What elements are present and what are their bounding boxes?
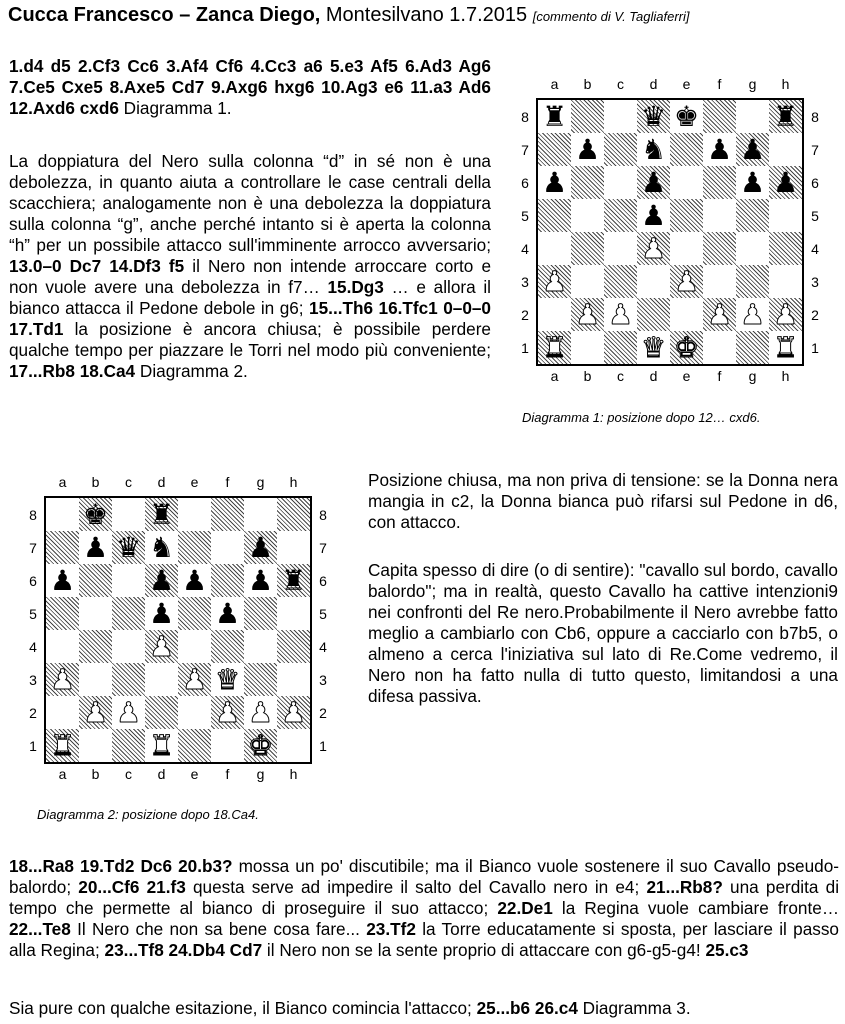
square-f3 [703,265,736,298]
square-h2 [277,696,310,729]
square-g4 [244,630,277,663]
move-22-black: 22...Te8 [9,919,71,939]
square-h5 [277,597,310,630]
black-pawn-icon: ♟ [640,199,667,232]
rank-label: 4 [29,638,37,655]
rank-label: 3 [811,273,819,290]
rank-labels-right [312,498,334,762]
square-b6 [79,564,112,597]
square-a1 [46,729,79,762]
rank-labels-left [514,100,536,364]
square-c3 [604,265,637,298]
file-label: f [717,368,722,384]
diagram2-ref: Diagramma 2. [135,361,248,381]
square-f4 [211,630,244,663]
rank-label: 5 [811,207,819,224]
white-pawn-icon: ♟ [115,696,142,729]
black-pawn-icon: ♟ [772,166,799,199]
square-f3 [211,663,244,696]
square-e3 [670,265,703,298]
black-rook-icon: ♜ [541,100,568,133]
file-label: f [225,766,230,782]
square-h3 [277,663,310,696]
square-d8 [637,100,670,133]
black-pawn-icon: ♟ [739,166,766,199]
square-a7 [538,133,571,166]
square-d2 [145,696,178,729]
file-labels-top [538,76,802,92]
square-g7 [244,531,277,564]
file-label: h [289,766,298,782]
square-c6 [604,166,637,199]
rank-label: 4 [521,240,529,257]
square-h8 [769,100,802,133]
white-pawn-icon: ♟ [640,232,667,265]
square-e2 [670,298,703,331]
comment-text: il Nero non intende arroccare corto e non vuole avere una debolezza in f7… [9,256,491,297]
square-g3 [244,663,277,696]
square-g3 [736,265,769,298]
black-king-icon: ♚ [673,100,700,133]
square-f8 [703,100,736,133]
square-h8 [277,498,310,531]
file-label: e [190,474,199,490]
comment-text: … e allora il bianco attacca il Pedone debole in g6; [9,277,491,318]
move-15: 15.Dg3 [327,277,384,297]
move-22: 22.De1 [497,898,553,918]
square-g4 [736,232,769,265]
black-pawn-icon: ♟ [82,531,109,564]
moves-23-24: 23...Tf8 24.Db4 Cd7 [104,940,263,960]
square-g8 [736,100,769,133]
square-e3 [178,663,211,696]
square-c5 [604,199,637,232]
square-e8 [670,100,703,133]
square-h6 [769,166,802,199]
white-pawn-icon: ♟ [280,696,307,729]
square-f5 [211,597,244,630]
square-c5 [112,597,145,630]
square-h7 [277,531,310,564]
white-pawn-icon: ♟ [574,298,601,331]
file-labels-bottom [538,368,802,384]
white-pawn-icon: ♟ [541,265,568,298]
commentary-paragraph-1 [9,151,491,382]
file-label: f [717,76,722,92]
square-h1 [277,729,310,762]
square-a3 [538,265,571,298]
square-d2 [637,298,670,331]
square-a6 [46,564,79,597]
white-king-icon: ♚ [247,729,274,762]
black-pawn-icon: ♟ [148,597,175,630]
black-pawn-icon: ♟ [247,564,274,597]
file-label: d [649,368,658,384]
square-c2 [604,298,637,331]
file-label: g [748,76,757,92]
black-pawn-icon: ♟ [706,133,733,166]
square-a8 [538,100,571,133]
square-f7 [211,531,244,564]
square-f6 [703,166,736,199]
file-label: e [682,368,691,384]
square-c1 [604,331,637,364]
moves-25-26: 25...b6 26.c4 [476,998,578,1018]
black-pawn-icon: ♟ [181,564,208,597]
square-c8 [112,498,145,531]
square-a8 [46,498,79,531]
square-b5 [571,199,604,232]
black-pawn-icon: ♟ [739,133,766,166]
square-d3 [637,265,670,298]
file-label: b [91,474,100,490]
black-pawn-icon: ♟ [49,564,76,597]
square-h5 [769,199,802,232]
move-25: 25.c3 [705,940,749,960]
rank-label: 2 [811,306,819,323]
chessboard [536,98,804,366]
diagram1-caption: Diagramma 1: posizione dopo 12… cxd6. [522,410,761,425]
rank-label: 2 [29,704,37,721]
rank-label: 1 [521,339,529,356]
square-e5 [670,199,703,232]
file-label: b [91,766,100,782]
square-c7 [112,531,145,564]
file-label: d [649,76,658,92]
rank-label: 4 [811,240,819,257]
square-d3 [145,663,178,696]
square-c4 [112,630,145,663]
white-king-icon: ♚ [673,331,700,364]
square-g6 [244,564,277,597]
white-pawn-icon: ♟ [607,298,634,331]
file-label: g [256,474,265,490]
file-label: a [58,474,67,490]
rank-label: 3 [319,671,327,688]
square-e8 [178,498,211,531]
comment-text: La doppiatura del Nero sulla colonna “d” in sé non è una debolezza, in quanto aiuta a controllare le case centrali della scacchiera; analogamente non è una debolezza la doppiatura sulla colonna “g”, anche perché intanto si è aperta la colonna “h” per un possibile attacco sull'imminente arrocco avversario; [9,151,491,255]
square-b8 [79,498,112,531]
rank-label: 3 [521,273,529,290]
square-e4 [178,630,211,663]
square-b7 [79,531,112,564]
move-21: 21...Rb8? [646,877,723,897]
black-queen-icon: ♛ [115,531,142,564]
square-g5 [736,199,769,232]
white-rook-icon: ♜ [541,331,568,364]
square-e6 [178,564,211,597]
comment-text: Il Nero che non sa bene cosa fare... [70,919,367,939]
square-a5 [46,597,79,630]
comment-text: la Regina vuole cambiare fronte… [552,898,840,918]
file-label: e [682,76,691,92]
square-a1 [538,331,571,364]
square-d5 [145,597,178,630]
rank-label: 2 [521,306,529,323]
black-pawn-icon: ♟ [541,166,568,199]
black-pawn-icon: ♟ [640,166,667,199]
commentator: [commento di V. Tagliaferri] [532,9,690,24]
file-label: c [617,76,624,92]
comment-text: il Nero non se la sente proprio di attaccare con g6-g5-g4! [262,940,706,960]
square-c7 [604,133,637,166]
square-e2 [178,696,211,729]
square-b8 [571,100,604,133]
white-queen-icon: ♛ [640,331,667,364]
square-h6 [277,564,310,597]
white-pawn-icon: ♟ [49,663,76,696]
white-pawn-icon: ♟ [673,265,700,298]
square-b5 [79,597,112,630]
place-date: Montesilvano 1.7.2015 [320,4,533,26]
file-label: g [748,368,757,384]
square-f6 [211,564,244,597]
square-b3 [79,663,112,696]
black-knight-icon: ♞ [148,531,175,564]
square-d5 [637,199,670,232]
square-d6 [637,166,670,199]
square-c8 [604,100,637,133]
rank-label: 6 [521,174,529,191]
comment-text: la posizione è ancora chiusa; è possibile perdere qualche tempo per piazzare le Torri nel modo più conveniente; [9,319,491,360]
square-h4 [769,232,802,265]
rank-label: 8 [521,108,529,125]
square-a5 [538,199,571,232]
square-b2 [79,696,112,729]
chessboard [44,496,312,764]
white-pawn-icon: ♟ [739,298,766,331]
white-rook-icon: ♜ [148,729,175,762]
square-d4 [145,630,178,663]
square-b4 [571,232,604,265]
square-g2 [736,298,769,331]
file-label: b [583,76,592,92]
moves-17-18: 17...Rb8 18.Ca4 [9,361,136,381]
white-pawn-icon: ♟ [706,298,733,331]
black-rook-icon: ♜ [772,100,799,133]
square-f1 [703,331,736,364]
rank-label: 5 [521,207,529,224]
square-e6 [670,166,703,199]
black-rook-icon: ♜ [280,564,307,597]
comment-text: la Torre educatamente si sposta, per lasciare il passo alla Regina; [9,919,839,960]
white-queen-icon: ♛ [214,663,241,696]
square-d4 [637,232,670,265]
file-label: h [781,368,790,384]
square-f1 [211,729,244,762]
square-b2 [571,298,604,331]
moves-1-12: 1.d4 d5 2.Cf3 Cc6 3.Af4 Cf6 4.Cc3 a6 5.e3 Af5 6.Ad3 Ag6 7.Ce5 Cxe5 8.Axe5 Cd7 9.Axg6 hxg6 10.Ag3 e6 11.a3 Ad6 12.Axd6 cxd6 [9,56,491,118]
rank-label: 6 [29,572,37,589]
commentary-paragraph-2: Posizione chiusa, ma non priva di tensione: se la Donna nera mangia in c2, la Donna bianca può rifarsi sul Pedone in d6, con attacco. [368,470,838,532]
square-g2 [244,696,277,729]
square-b6 [571,166,604,199]
square-a4 [46,630,79,663]
comment-text: Sia pure con qualche esitazione, il Bianco comincia l'attacco; [9,998,477,1018]
diagram2-caption: Diagramma 2: posizione dopo 18.Ca4. [37,807,259,822]
square-b3 [571,265,604,298]
white-pawn-icon: ♟ [148,630,175,663]
square-b7 [571,133,604,166]
square-d6 [145,564,178,597]
black-pawn-icon: ♟ [214,597,241,630]
rank-label: 6 [319,572,327,589]
black-pawn-icon: ♟ [148,564,175,597]
square-a2 [46,696,79,729]
file-label: b [583,368,592,384]
square-e7 [178,531,211,564]
black-queen-icon: ♛ [640,100,667,133]
black-pawn-icon: ♟ [247,531,274,564]
file-label: e [190,766,199,782]
rank-label: 6 [811,174,819,191]
rank-label: 1 [29,737,37,754]
square-c2 [112,696,145,729]
rank-label: 5 [29,605,37,622]
white-pawn-icon: ♟ [214,696,241,729]
white-pawn-icon: ♟ [772,298,799,331]
square-e1 [670,331,703,364]
diagram1-ref: Diagramma 1. [118,98,232,118]
square-a2 [538,298,571,331]
file-label: h [781,76,790,92]
square-g5 [244,597,277,630]
square-g6 [736,166,769,199]
commentary-paragraph-4 [9,856,839,961]
rank-label: 1 [319,737,327,754]
black-rook-icon: ♜ [148,498,175,531]
square-f7 [703,133,736,166]
square-d1 [145,729,178,762]
square-f8 [211,498,244,531]
square-c4 [604,232,637,265]
square-e1 [178,729,211,762]
square-e4 [670,232,703,265]
square-f2 [211,696,244,729]
black-pawn-icon: ♟ [574,133,601,166]
moves-13-14: 13.0–0 Dc7 14.Df3 f5 [9,256,185,276]
square-f2 [703,298,736,331]
rank-label: 3 [29,671,37,688]
moves-18-20: 18...Ra8 19.Td2 Dc6 20.b3? [9,856,233,876]
players: Cucca Francesco – Zanca Diego, [8,4,321,26]
white-rook-icon: ♜ [772,331,799,364]
rank-labels-right [804,100,826,364]
moves-20-21: 20...Cf6 21.f3 [78,877,186,897]
file-label: a [550,368,559,384]
rank-label: 7 [521,141,529,158]
square-a3 [46,663,79,696]
moves-15-17: 15...Th6 16.Tfc1 0–0–0 17.Td1 [9,298,491,339]
rank-label: 8 [29,506,37,523]
square-d1 [637,331,670,364]
rank-label: 2 [319,704,327,721]
rank-label: 8 [319,506,327,523]
opening-moves-paragraph [9,56,491,119]
rank-label: 4 [319,638,327,655]
square-g7 [736,133,769,166]
black-knight-icon: ♞ [640,133,667,166]
move-23: 23.Tf2 [366,919,416,939]
rank-label: 5 [319,605,327,622]
file-labels-bottom [46,766,310,782]
file-label: c [125,474,132,490]
rank-label: 7 [29,539,37,556]
rank-labels-left [22,498,44,762]
square-h7 [769,133,802,166]
square-f5 [703,199,736,232]
rank-label: 1 [811,339,819,356]
square-b1 [79,729,112,762]
comment-text: una perdita di tempo che permette al bianco di proseguire il suo attacco; [9,877,840,918]
square-d8 [145,498,178,531]
rank-label: 8 [811,108,819,125]
diagram3-ref: Diagramma 3. [577,998,691,1018]
square-f4 [703,232,736,265]
square-a6 [538,166,571,199]
square-a7 [46,531,79,564]
square-e7 [670,133,703,166]
file-label: f [225,474,230,490]
square-a4 [538,232,571,265]
square-b4 [79,630,112,663]
square-h2 [769,298,802,331]
rank-label: 7 [319,539,327,556]
white-pawn-icon: ♟ [247,696,274,729]
white-pawn-icon: ♟ [82,696,109,729]
square-g8 [244,498,277,531]
file-label: g [256,766,265,782]
square-g1 [736,331,769,364]
file-label: h [289,474,298,490]
white-pawn-icon: ♟ [181,663,208,696]
file-label: a [550,76,559,92]
game-title [8,4,690,27]
square-g1 [244,729,277,762]
square-c3 [112,663,145,696]
square-d7 [637,133,670,166]
square-e5 [178,597,211,630]
square-c1 [112,729,145,762]
comment-text: questa serve ad impedire il salto del Cavallo nero in e4; [185,877,647,897]
file-label: d [157,474,166,490]
commentary-paragraph-3: Capita spesso di dire (o di sentire): "cavallo sul bordo, cavallo balordo"; ma in realtà, questo Cavallo ha cattive intenzioni9 nei confronti del Re nero.Probabilmente il Nero avrebbe fatto meglio a cambiarlo con Cb6, oppure a cacciarlo con b7b5, o almeno a cerca l'iniziativa sul lato di Re.Come vedremo, il Nero non ha fatto nulla di tutto questo, limitandosi a una difesa passiva. [368,560,838,706]
file-labels-top [46,474,310,490]
square-d7 [145,531,178,564]
square-h4 [277,630,310,663]
white-rook-icon: ♜ [49,729,76,762]
comment-text: mossa un po' discutibile; ma il Bianco vuole sostenere il suo Cavallo pseudo-balordo; [9,856,839,897]
square-h3 [769,265,802,298]
square-c6 [112,564,145,597]
file-label: c [617,368,624,384]
commentary-paragraph-5 [9,998,839,1019]
square-h1 [769,331,802,364]
rank-label: 7 [811,141,819,158]
square-b1 [571,331,604,364]
file-label: c [125,766,132,782]
file-label: a [58,766,67,782]
file-label: d [157,766,166,782]
black-king-icon: ♚ [82,498,109,531]
